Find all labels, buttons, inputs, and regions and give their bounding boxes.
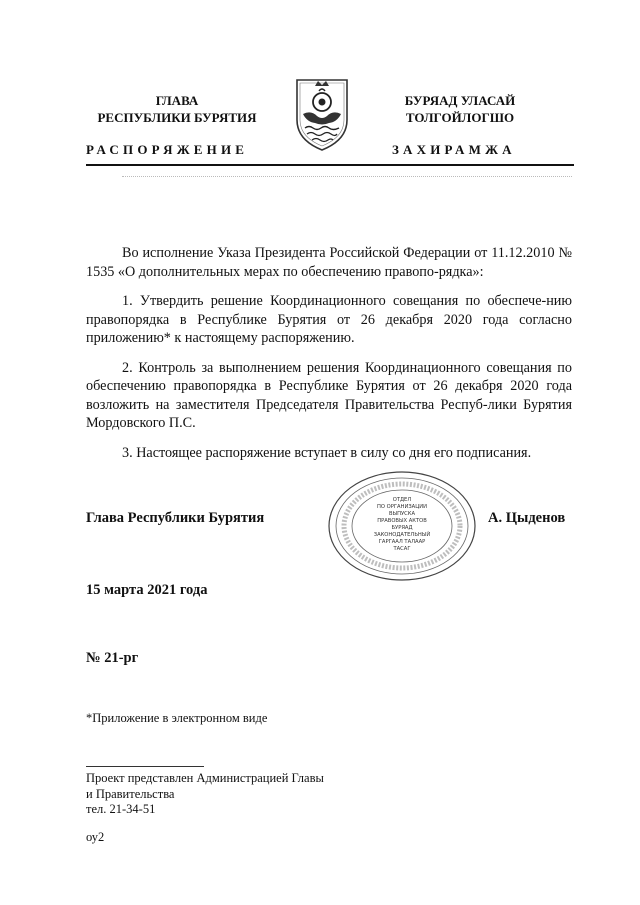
header-right-line1: БУРЯАД УЛАСАЙ xyxy=(404,93,516,108)
paragraph-item-1: 1. Утвердить решение Координационного совещания по обеспече-нию правопорядка в Республике Бурятия от 26 декабря 2020 года согласно приложению* к настоящему распоряжению. xyxy=(86,293,572,346)
header-right-line2: ТОЛГОЙЛОГШО xyxy=(405,110,515,125)
footer-rule xyxy=(86,766,204,767)
seal-line8: ТАСАГ xyxy=(393,546,411,552)
paragraph-item-3: 3. Настоящее распоряжение вступает в силу со дня его подписания. xyxy=(122,444,532,461)
header-left-line2: РЕСПУБЛИКИ БУРЯТИЯ xyxy=(97,110,257,125)
footer-phone: тел. 21-34-51 xyxy=(86,802,156,816)
footer-line1: Проект представлен Администрацией Главы xyxy=(86,771,324,785)
seal-line3: ВЫПУСКА xyxy=(388,511,416,517)
signature-title: Глава Республики Бурятия xyxy=(86,510,265,526)
seal-line6: ЗАКОНОДАТЕЛЬНЫЙ xyxy=(373,532,431,538)
appendix-note: *Приложение в электронном виде xyxy=(86,711,268,725)
seal-line1: ОТДЕЛ xyxy=(392,497,412,503)
seal-line7: ГАРГААЛ ТАЛААР xyxy=(378,539,426,545)
document-date: 15 марта 2021 года xyxy=(86,582,208,598)
header-rule xyxy=(86,164,574,166)
header-dotted-rule xyxy=(122,176,572,177)
footer-block xyxy=(86,771,324,818)
footer-code: оу2 xyxy=(86,830,105,844)
official-seal-stamp xyxy=(327,470,477,582)
coat-of-arms-emblem xyxy=(291,74,353,154)
seal-line4: ПРАВОВЫХ АКТОВ xyxy=(377,518,427,524)
header-right-block xyxy=(355,92,565,126)
paragraph-preamble: Во исполнение Указа Президента Российской Федерации от 11.12.2010 № 1535 «О дополнительных мерах по обеспечению правопо-рядка»: xyxy=(86,245,572,280)
seal-line2: ПО ОРГАНИЗАЦИИ xyxy=(376,504,428,510)
header-left-block xyxy=(72,92,282,126)
seal-line5: БУРЯАД xyxy=(391,525,413,531)
signature-name: А. Цыденов xyxy=(488,510,566,526)
doc-type-left: РАСПОРЯЖЕНИЕ xyxy=(86,142,249,157)
paragraph-item-2: 2. Контроль за выполнением решения Координационного совещания по обеспечению правопорядка в Республике Бурятия от 26 декабря 2020 года возложить на заместителя Председателя Правительства Респуб-лики Бурятия Мордовского П.С. xyxy=(86,359,572,431)
footer-line2: и Правительства xyxy=(86,786,175,801)
document-number: № 21-рг xyxy=(86,650,139,666)
body-text xyxy=(86,244,572,473)
doc-type-right: ЗАХИРАМЖА xyxy=(392,142,516,157)
header-left-line1: ГЛАВА xyxy=(155,93,199,108)
